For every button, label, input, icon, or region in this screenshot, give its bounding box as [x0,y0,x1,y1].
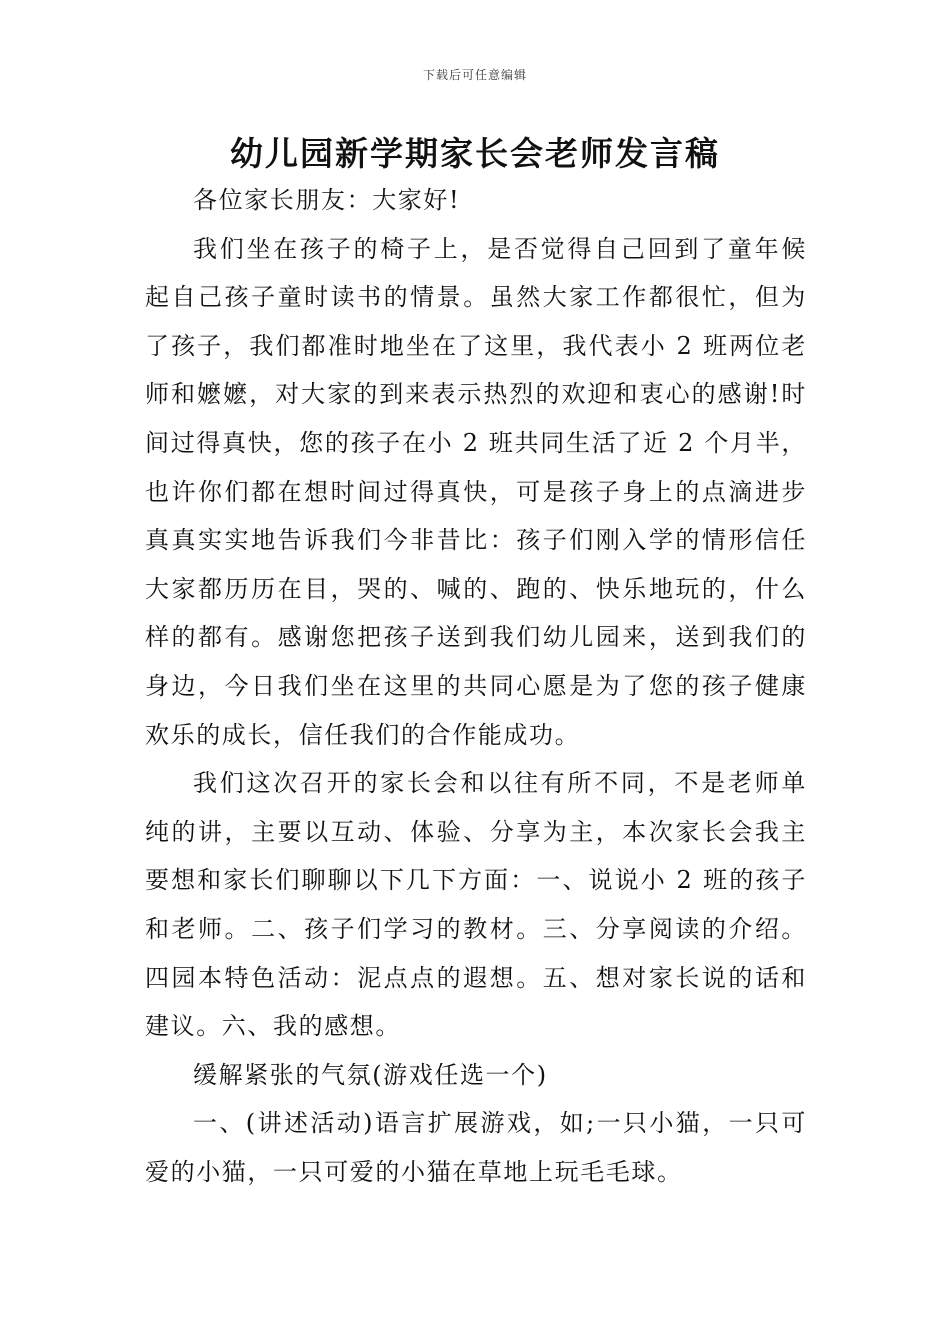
document-body [145,176,807,1196]
paragraph-greeting: 各位家长朋友：大家好! [193,186,461,214]
paragraph-icebreaker: 缓解紧张的气氛(游戏任选一个) [193,1060,548,1089]
paragraph-agenda: 我们这次召开的家长会和以往有所不同，不是老师单纯的讲，主要以互动、体验、分享为主，本次家长会我主要想和家长们聊聊以下几下方面：一、说说小 2 班的孩子和老师。二、孩子们学习的教材。三、分享阅读的介绍。四园本特色活动：泥点点的遐想。五、想对家长说的话和建议。六、我的感想。 [145,769,807,1041]
paragraph-game-one: 一、(讲述活动)语言扩展游戏，如;一只小猫，一只可爱的小猫，一只可爱的小猫在草地上玩毛毛球。 [145,1109,807,1186]
header-note: 下载后可任意编辑 [422,68,527,82]
paragraph-welcome: 我们坐在孩子的椅子上，是否觉得自己回到了童年候起自己孩子童时读书的情景。虽然大家工作都很忙，但为了孩子，我们都准时地坐在了这里，我代表小 2 班两位老师和嬷嬷，对大家的到来表示热烈的欢迎和衷心的感谢!时间过得真快，您的孩子在小 2 班共同生活了近 2 个月半，也许你们都在想时间过得真快，可是孩子身上的点滴进步真真实实地告诉我们今非昔比：孩子们刚入学的情形信任大家都历历在目，哭的、喊的、跑的、快乐地玩的，什么样的都有。感谢您把孩子送到我们幼儿园来，送到我们的身边，今日我们坐在这里的共同心愿是为了您的孩子健康欢乐的成长，信任我们的合作能成功。 [145,234,807,749]
document-title: 幼儿园新学期家长会老师发言稿 [230,134,720,173]
